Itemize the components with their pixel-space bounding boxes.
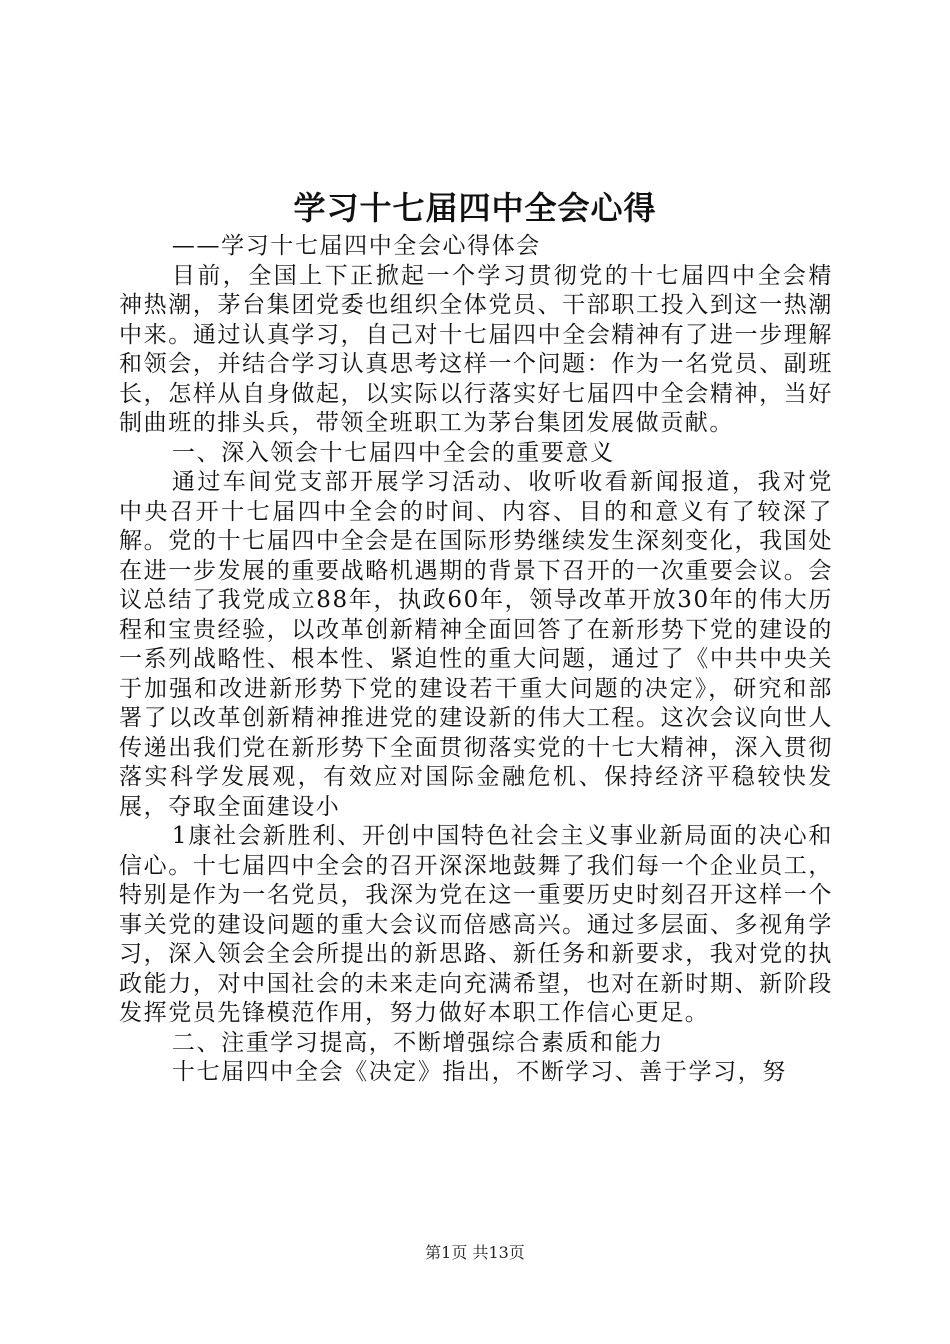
intro-paragraph: 目前，全国上下正掀起一个学习贯彻党的十七届四中全会精神热潮，茅台集团党委也组织全体党员、干部职工投入到这一热潮中来。通过认真学习，自己对十七届四中全会精神有了进一步理解和领会，并结合学习认真思考这样一个问题：作为一名党员、副班长，怎样从自身做起，以实际以行落实好七届四中全会精神，当好制曲班的排头兵，带领全班职工为茅台集团发展做贡献。	[119, 262, 833, 436]
subtitle-paragraph: ——学习十七届四中全会心得体会	[171, 233, 541, 259]
document-body	[119, 232, 833, 1088]
section-heading-1: 一、深入领会十七届四中全会的重要意义	[171, 439, 615, 466]
page-number-footer: 第1页 共13页	[425, 1243, 525, 1262]
document-title: 学习十七届四中全会心得	[293, 189, 657, 227]
body-paragraph: 1康社会新胜利、开创中国特色社会主义事业新局面的决心和信心。十七届四中全会的召开深深地鼓舞了我们每一个企业员工，特别是作为一名党员，我深为党在这一重要历史时刻召开这样一个事关党的建设问题的重大会议而倍感高兴。通过多层面、多视角学习，深入领会全会所提出的新思路、新任务和新要求，我对党的执政能力，对中国社会的未来走向充满希望，也对在新时期、新阶段发挥党员先锋模范作用，努力做好本职工作信心更足。	[119, 823, 833, 1026]
section-heading-2: 二、注重学习提高，不断增强综合素质和能力	[171, 1029, 664, 1056]
body-paragraph: 通过车间党支部开展学习活动、收听收看新闻报道，我对党中央召开十七届四中全会的时间、内容、目的和意义有了较深了解。党的十七届四中全会是在国际形势继续发生深刻变化，我国处在进一步发展的重要战略机遇期的背景下召开的一次重要会议。会议总结了我党成立88年，执政60年，领导改革开放30年的伟大历程和宝贵经验，以改革创新精神全面回答了在新形势下党的建设的一系列战略性、根本性、紧迫性的重大问题，通过了《中共中央关于加强和改进新形势下党的建设若干重大问题的决定》，研究和部署了以改革创新精神推进党的建设新的伟大工程。这次会议向世人传递出我们党在新形势下全面贯彻落实党的十七大精神，深入贯彻落实科学发展观，有效应对国际金融危机、保持经济平稳较快发展，夺取全面建设小	[119, 469, 833, 820]
body-paragraph: 十七届四中全会《决定》指出，不断学习、善于学习，努	[171, 1059, 787, 1085]
